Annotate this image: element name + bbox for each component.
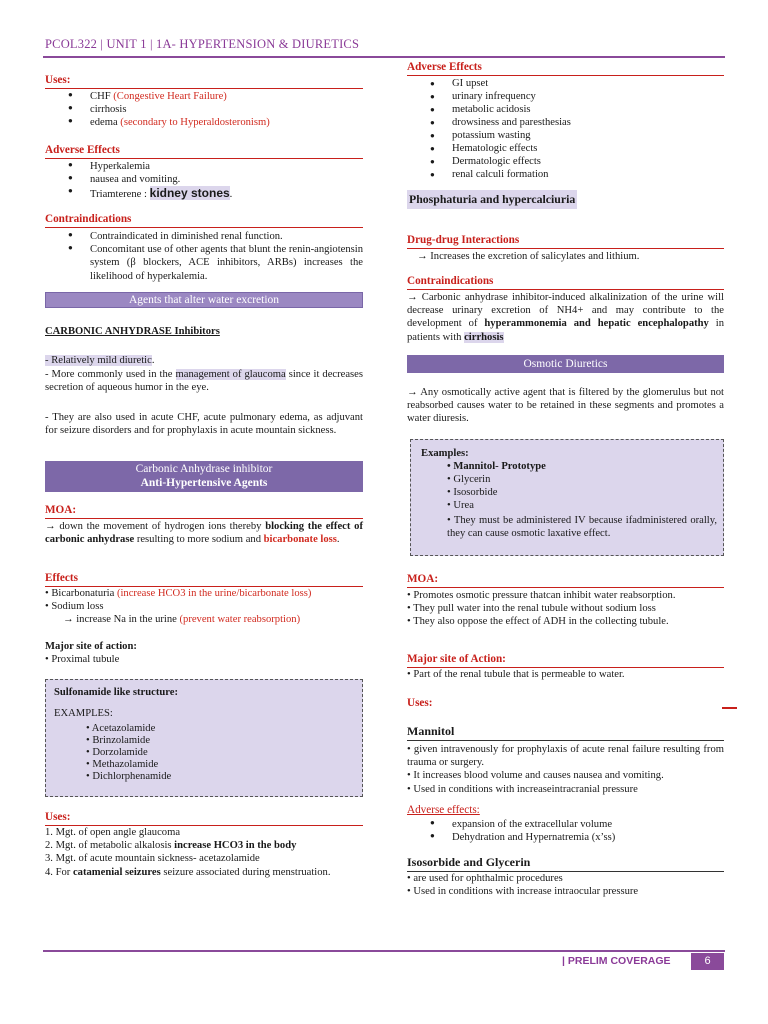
- mannitol-line: • given intravenously for prophylaxis of acute renal failure resulting from trauma or surgery.: [407, 744, 724, 769]
- list-item: • Urea: [447, 500, 474, 511]
- contraindications-heading: Contraindications: [45, 212, 363, 228]
- isosorbide-line: • Used in conditions with increase intraocular pressure: [407, 886, 639, 898]
- list-item: • Isosorbide: [447, 487, 498, 498]
- page-header-title: PCOL322 | UNIT 1 | 1A- HYPERTENSION & DIURETICS: [45, 37, 360, 51]
- list-item: • Glycerin: [447, 474, 491, 485]
- uses-2-section: [45, 810, 363, 879]
- ddi-heading: Drug-drug Interactions: [407, 233, 724, 249]
- osmotic-examples-box: [410, 439, 724, 556]
- major-site-heading: Major site of action:: [45, 641, 137, 652]
- moa-right-heading: MOA:: [407, 572, 724, 588]
- header-divider: [43, 56, 725, 58]
- list-item: ● Contraindicated in diminished renal function.: [45, 230, 363, 243]
- adverse-effects-section: [45, 143, 363, 202]
- list-item: • Acetazolamide: [86, 723, 156, 735]
- effects-line: → increase Na in the urine (prevent water reabsorption): [63, 614, 301, 626]
- uses-line: 1. Mgt. of open angle glaucoma: [45, 827, 181, 838]
- moa-heading: MOA:: [45, 503, 363, 519]
- mannitol-line: • It increases blood volume and causes nausea and vomiting.: [407, 770, 664, 782]
- uses-heading: Uses:: [45, 73, 363, 89]
- list-item: ● Dermatologic effects: [407, 155, 724, 168]
- list-item: ● metabolic acidosis: [407, 103, 724, 116]
- major-site-right-heading: Major site of Action:: [407, 652, 724, 668]
- contraindications-section: [45, 212, 363, 283]
- moa-section: [45, 503, 363, 546]
- mannitol-heading: Mannitol: [407, 724, 455, 738]
- cai-heading: CARBONIC ANHYDRASE Inhibitors: [45, 326, 220, 337]
- list-item: ● Hyperkalemia: [45, 160, 363, 173]
- section-bar-cai-antihypertensive: Carbonic Anhydrase inhibitor Anti-Hypertensive Agents: [45, 461, 363, 492]
- osmotic-text: → Any osmotically active agent that is filtered by the glomerulus but not reabsorbed causes water to be retained in these segments and promotes a water diuresis.: [407, 387, 724, 425]
- list-item: ● GI upset: [407, 77, 724, 90]
- list-item: ● CHF (Congestive Heart Failure): [45, 90, 363, 103]
- effects-line: • Bicarbonaturia (increase HCO3 in the urine/bicarbonate loss): [45, 588, 312, 599]
- cai-paragraph-2: - More commonly used in the management of glaucoma since it decreases secretion of aqueous humor in the eye.: [45, 369, 363, 394]
- adverse-effects-right-heading: Adverse Effects: [407, 60, 724, 76]
- list-item: ● Concomitant use of other agents that blunt the renin-angiotensin system (β blockers, ACE inhibitors, ARBs) increases the likelihood of hyperkalemia.: [45, 243, 363, 283]
- list-item: ● edema (secondary to Hyperaldosteronism): [45, 116, 363, 129]
- moa-text: → down the movement of hydrogen ions thereby blocking the effect of carbonic anhydrase resulting to more sodium and bicarbonate loss.: [45, 521, 363, 546]
- sulfonamide-box: [45, 679, 363, 797]
- list-item: ● Dehydration and Hypernatremia (x’ss): [407, 831, 724, 844]
- footer-divider: [43, 950, 725, 952]
- adverse-effects-right-section: [407, 60, 724, 181]
- sulfonamide-heading: Sulfonamide like structure:: [54, 687, 178, 698]
- sulfonamide-examples: [54, 723, 362, 783]
- moa-line: • They also oppose the effect of ADH in the collecting tubule.: [407, 616, 669, 628]
- effects-heading: Effects: [45, 571, 363, 587]
- cai-paragraph-1: - Relatively mild diuretic.: [45, 355, 155, 366]
- mannitol-line: • Used in conditions with increaseintracranial pressure: [407, 783, 638, 795]
- list-item: ● expansion of the extracellular volume: [407, 818, 724, 831]
- contraindications-right-section: [407, 274, 724, 344]
- section-bar-water-excretion: Agents that alter water excretion: [45, 292, 363, 308]
- footer-label: | PRELIM COVERAGE: [562, 955, 671, 967]
- page-number: 6: [691, 953, 724, 970]
- list-item: • Dichlorphenamide: [86, 771, 172, 783]
- examples-note: • They must be administered IV because ifadministered orally, they can cause osmotic laxative effect.: [447, 515, 717, 539]
- examples-label: EXAMPLES:: [54, 708, 113, 720]
- major-site-value: • Proximal tubule: [45, 654, 120, 666]
- list-item: ● urinary infrequency: [407, 90, 724, 103]
- list-item: ● Hematologic effects: [407, 142, 724, 155]
- phosphaturia-heading: Phosphaturia and hypercalciuria: [407, 190, 577, 209]
- examples-heading: Examples:: [421, 448, 469, 459]
- list-item: • Dorzolamide: [86, 747, 148, 759]
- effects-section: [45, 571, 363, 627]
- moa-line: • They pull water into the renal tubule without sodium loss: [407, 603, 656, 615]
- list-item: • Brinzolamide: [86, 735, 151, 747]
- isosorbide-line: • are used for ophthalmic procedures: [407, 873, 563, 884]
- uses-line: 4. For catamenial seizures seizure associated during menstruation.: [45, 866, 331, 878]
- list-item: ● drowsiness and paresthesias: [407, 116, 724, 129]
- divider-mark: [722, 707, 737, 709]
- list-item: ● nausea and vomiting.: [45, 173, 363, 186]
- list-item: ● cirrhosis: [45, 103, 363, 116]
- uses-line: 3. Mgt. of acute mountain sickness- acetazolamide: [45, 853, 260, 865]
- uses-right-heading: Uses:: [407, 697, 433, 709]
- cai-paragraph-3: - They are also used in acute CHF, acute pulmonary edema, as adjuvant for seizure disorders and for prophylaxis in acute mountain sickness.: [45, 412, 363, 437]
- section-bar-osmotic-diuretics: Osmotic Diuretics: [407, 355, 724, 373]
- major-site-right-section: [407, 652, 724, 681]
- contraindications-right-heading: Contraindications: [407, 274, 724, 290]
- major-site-section: [45, 640, 363, 666]
- adverse-effects-2-section: [407, 803, 724, 844]
- list-item: • Mannitol- Prototype: [447, 461, 546, 472]
- list-item: • Methazolamide: [86, 759, 159, 771]
- ddi-section: [407, 233, 724, 263]
- adverse-effects-2-heading: Adverse effects:: [407, 804, 480, 816]
- uses-2-heading: Uses:: [45, 810, 363, 826]
- uses-line: 2. Mgt. of metabolic alkalosis increase HCO3 in the body: [45, 840, 297, 852]
- list-item: ● Triamterene : kidney stones.: [45, 186, 363, 201]
- adverse-effects-heading: Adverse Effects: [45, 143, 363, 159]
- list-item: ● renal calculi formation: [407, 168, 724, 181]
- ddi-text: → Increases the excretion of salicylates and lithium.: [417, 251, 640, 262]
- uses-section: [45, 73, 363, 130]
- mannitol-divider: [407, 740, 724, 741]
- major-site-right-value: • Part of the renal tubule that is permeable to water.: [407, 669, 625, 680]
- moa-right-section: [407, 572, 724, 629]
- isosorbide-heading: Isosorbide and Glycerin: [407, 855, 531, 869]
- contraindications-right-text: → Carbonic anhydrase inhibitor-induced alkalinization of the urine will decrease urinary excretion of NH4+ and may contribute to the development of hyperammonemia and hepatic encephalopathy in patients with cirrhosis: [407, 292, 725, 343]
- osmotic-examples: [421, 460, 717, 512]
- list-item: ● potassium wasting: [407, 129, 724, 142]
- moa-line: • Promotes osmotic pressure thatcan inhibit water reabsorption.: [407, 590, 676, 601]
- effects-line: • Sodium loss: [45, 601, 104, 613]
- isosorbide-section: [407, 855, 724, 898]
- mannitol-section: [407, 724, 724, 796]
